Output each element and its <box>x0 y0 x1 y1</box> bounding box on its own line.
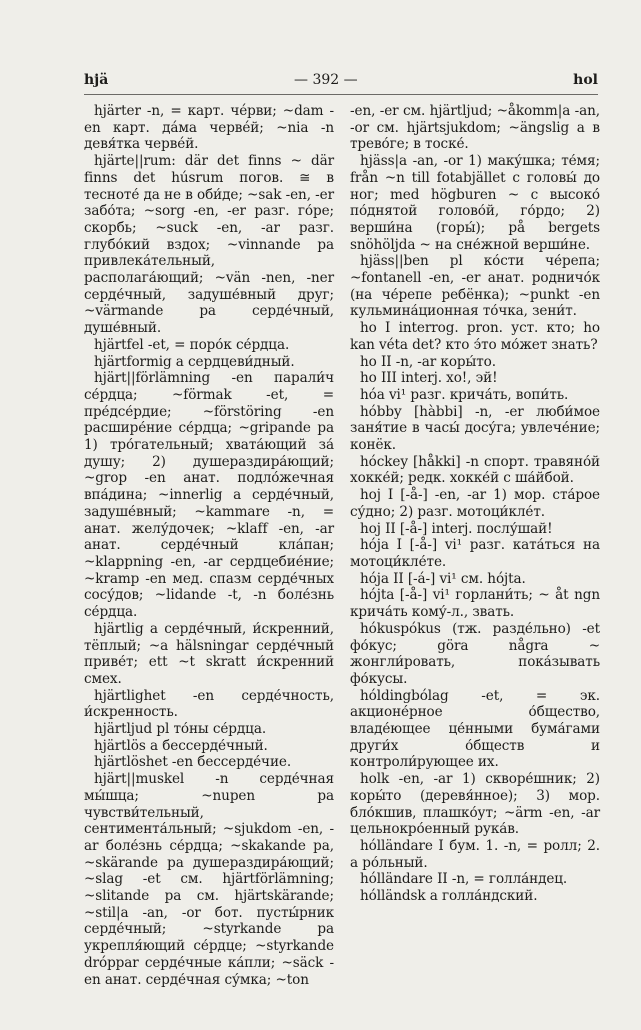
dictionary-entry: hója II [-á-] vi¹ см. hójta. <box>360 570 526 587</box>
dictionary-entry: hjäss||ben pl ко́сти че́репа; ~fontanell -en, -er анат. родничо́к (на че́репе ребёнка); ~punkt -en кульмина́ционная то́чка, зени́т. <box>350 253 600 320</box>
dictionary-entry: hoj I [-å-] -en, -ar 1) мор. ста́рое су́дно; 2) разг. мотоци́кле́т. <box>350 487 600 520</box>
dictionary-entry: hjärtlös a бессерде́чный. <box>94 737 268 754</box>
dictionary-entry: hjärtlighet -en серде́чность, и́скренность. <box>84 687 334 721</box>
guide-word-left: hjä <box>84 72 109 88</box>
dictionary-entry: ho II -n, -ar коры́то. <box>360 353 496 370</box>
dictionary-entry: hóa vi¹ разг. крича́ть, вопи́ть. <box>360 386 569 403</box>
dictionary-entry: hója I [-å-] vi¹ разг. ката́ться на мотоци́кле́те. <box>350 537 600 570</box>
dictionary-entry: ho I interrog. pron. уст. кто; ho kan véta det? кто э́то мо́жет знать? <box>350 320 600 353</box>
dictionary-entry: hjärt||förlämning -en парали́ч се́рдца; ~förmak -et, = пре́дсе́рдие; ~förstöring -en расшире́ние се́рдца; ~gripande pa 1) тро́гательный; хвата́ющий за́ душу; 2) душераздира́ющий; ~grop -en анат. подло́жечная впа́дина; ~innerlig a серде́чный, задуше́вный; ~kammare -n, = анат. желу́дочек; ~klaff -en, -ar анат. серде́чный кла́пан; ~klappning -en, -ar сердцебие́ние; ~kramp -en мед. спазм серде́чных сосу́дов; ~lidande -t, -n боле́знь се́рдца. <box>84 370 334 621</box>
header-rule <box>84 94 598 95</box>
dictionary-entry: hjärte||rum: där det finns ~ där finns det húsrum погов. ≅ в тесноте́ да не в оби́де; ~sak -en, -er забо́та; ~sorg -en, -er разг. го́ре; скорбь; ~suck -en, -ar разг. глубо́кий вздох; ~vinnande pa привлека́тельный, располага́ющий; ~vän -nen, -ner серде́чный, задуше́вный друг; ~värmande pa серде́чный, душе́вный. <box>84 153 334 337</box>
dictionary-entry: hjäss|a -an, -or 1) маку́шка; те́мя; från ~n till fotabjället с головы́ до ног; med högburen ~ с высоко́ по́днятой голово́й, го́рдо; 2) верши́на (горы́); på bergets snöhöljda ~ на сне́жной верши́не. <box>350 153 600 253</box>
dictionary-entry: holk -en, -ar 1) скворе́шник; 2) коры́то (деревя́нное); 3) мор. бло́кшив, плашко́ут; ~ärm -en, -ar цельнокро́енный рука́в. <box>350 771 600 838</box>
guide-word-right: hol <box>573 72 598 88</box>
dictionary-entry: hóbby [hàbbi] -n, -er люби́мое заня́тие в часы́ досу́га; увлече́ние; конёк. <box>350 403 600 454</box>
dictionary-entry: hjärtlig a серде́чный, и́скренний, тёплый; ~a hälsningar серде́чный приве́т; ett ~t skratt и́скренний смех. <box>84 620 334 687</box>
right-column <box>350 103 600 905</box>
dictionary-entry: hjärtljud pl то́ны се́рдца. <box>94 721 267 738</box>
dictionary-entry: hjärtformig a сердцеви́дный. <box>94 353 295 370</box>
dictionary-entry: hólländare II -n, = голла́ндец. <box>360 871 568 888</box>
dictionary-entry: ho III interj. хо!, эй! <box>360 370 498 387</box>
dictionary-entry: hókuspókus (тж. разде́льно) -et фо́кус; göra några ~ жонгли́ровать, пока́зывать фо́кусы. <box>350 620 600 687</box>
dictionary-entry: hjärt||muskel -n серде́чная мы́шца; ~nupen pa чувстви́тельный, сентимента́льный; ~sjukdom -en, -ar боле́знь се́рдца; ~skakande pa, ~skärande pa душераздира́ющий; ~slag -et см. hjärtförlämning; ~slitande pa см. hjärtskärande; ~stil|a -an, -or бот. пусты́рник серде́чный; ~styrkande pa укрепля́ющий се́рдце; ~styrkande dróppar серде́чные ка́пли; ~säck -en анат. серде́чная су́мка; ~ton <box>84 771 334 988</box>
dictionary-entry-continuation: -en, -er см. hjärtljud; ~åkomm|a -an, -or см. hjärtsjukdom; ~ängslig a в трево́ге; в тоске́. <box>350 103 600 153</box>
left-column <box>84 103 334 988</box>
page-number: — 392 — <box>294 72 358 88</box>
dictionary-entry: hólländsk a голла́ндский. <box>360 888 538 905</box>
dictionary-entry: hóckey [håkki] -n спорт. травяно́й хокке́й; редк. хокке́й с ша́йбой. <box>350 453 600 487</box>
dictionary-entry: hjärtfel -et, = поро́к се́рдца. <box>94 336 290 353</box>
page-header <box>84 70 598 92</box>
dictionary-entry: hoj II [-å-] interj. послу́шай! <box>360 520 553 537</box>
dictionary-entry: hóldingbólag -et, = эк. акционе́рное о́бщество, владе́ющее це́нными бума́гами други́х о́бществ и контроли́рующее их. <box>350 687 600 771</box>
dictionary-entry: hjärter -n, = карт. чéрви; ~dam -en карт. дáма червéй; ~nia -n девя́тка червéй. <box>84 103 334 153</box>
dictionary-entry: hójta [-å-] vi¹ горлани́ть; ~ åt ngn крича́ть кому́-л., звать. <box>350 587 600 621</box>
dictionary-entry: hjärtlöshet -en бессерде́чие. <box>94 754 292 771</box>
dictionary-entry: hólländare I бум. 1. -n, = ролл; 2. a ро́льный. <box>350 837 600 871</box>
